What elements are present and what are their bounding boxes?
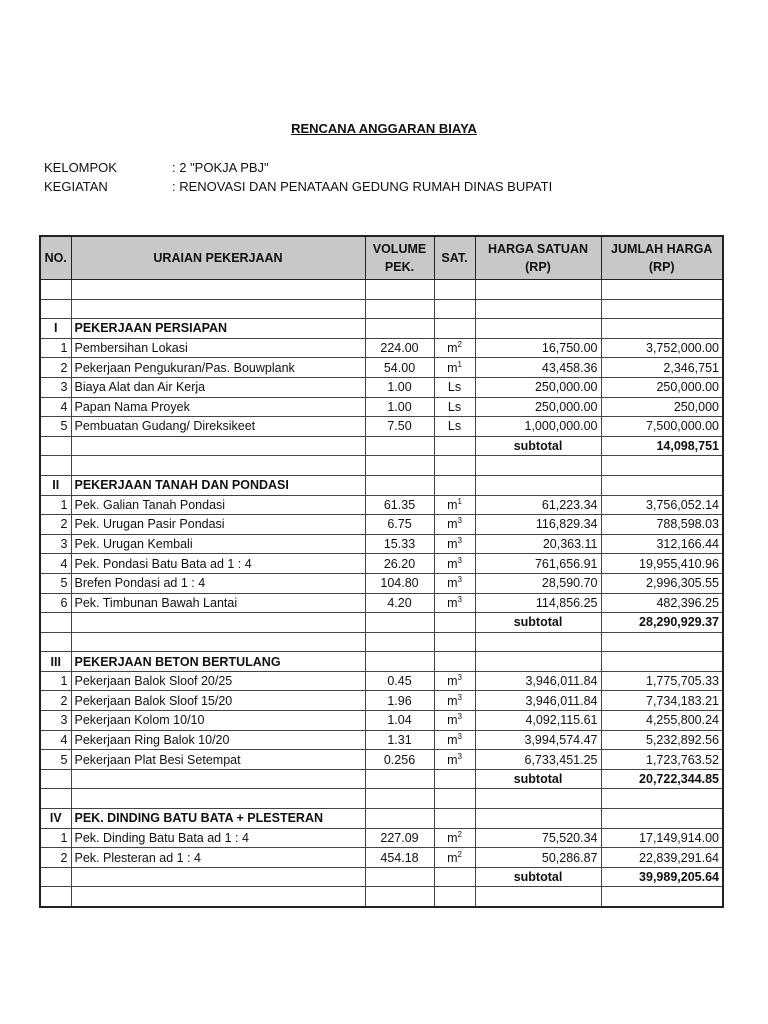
item-total: 4,255,800.24 <box>601 711 723 731</box>
item-total: 482,396.25 <box>601 593 723 613</box>
item-name: Pek. Pondasi Batu Bata ad 1 : 4 <box>71 554 365 574</box>
item-unit <box>434 573 475 593</box>
unit-exponent: 3 <box>457 751 462 761</box>
meta-label: KELOMPOK <box>44 160 117 175</box>
empty-cell <box>365 319 434 339</box>
empty-cell <box>71 456 365 476</box>
subtotal-row <box>40 867 723 887</box>
empty-cell <box>365 809 434 829</box>
empty-cell <box>71 632 365 652</box>
empty-cell <box>365 613 434 633</box>
empty-cell <box>434 652 475 672</box>
section-number: III <box>40 652 71 672</box>
table-row <box>40 515 723 535</box>
item-volume: 15.33 <box>365 534 434 554</box>
item-number: 6 <box>40 593 71 613</box>
item-number: 2 <box>40 358 71 378</box>
item-number: 3 <box>40 377 71 397</box>
table-row <box>40 730 723 750</box>
empty-cell <box>40 632 71 652</box>
empty-cell <box>40 769 71 789</box>
item-unit <box>434 534 475 554</box>
empty-cell <box>434 632 475 652</box>
item-unit <box>434 515 475 535</box>
item-total: 7,734,183.21 <box>601 691 723 711</box>
empty-cell <box>601 887 723 907</box>
empty-cell <box>365 789 434 809</box>
unit-base: m <box>447 674 458 689</box>
item-unit <box>434 671 475 691</box>
empty-cell <box>40 887 71 907</box>
item-total: 3,752,000.00 <box>601 338 723 358</box>
empty-cell <box>601 299 723 319</box>
table-row <box>40 358 723 378</box>
item-volume: 0.45 <box>365 671 434 691</box>
empty-cell <box>71 887 365 907</box>
empty-cell <box>365 769 434 789</box>
empty-cell <box>434 319 475 339</box>
item-number: 2 <box>40 848 71 868</box>
empty-cell <box>434 280 475 300</box>
item-number: 1 <box>40 828 71 848</box>
section-header-row <box>40 652 723 672</box>
empty-cell <box>434 809 475 829</box>
item-name: Pekerjaan Ring Balok 10/20 <box>71 730 365 750</box>
table-row <box>40 338 723 358</box>
item-unit <box>434 848 475 868</box>
empty-cell <box>475 789 601 809</box>
subtotal-row <box>40 436 723 456</box>
header-jumlah-line1: JUMLAH HARGA <box>611 242 713 256</box>
unit-base: m <box>447 360 458 375</box>
item-name: Pekerjaan Balok Sloof 20/25 <box>71 671 365 691</box>
item-unit-price: 250,000.00 <box>475 377 601 397</box>
item-volume: 26.20 <box>365 554 434 574</box>
subtotal-value: 28,290,929.37 <box>601 613 723 633</box>
item-total: 1,775,705.33 <box>601 671 723 691</box>
empty-cell <box>365 475 434 495</box>
table-row <box>40 417 723 437</box>
item-total: 7,500,000.00 <box>601 417 723 437</box>
unit-exponent: 1 <box>457 496 462 506</box>
item-volume: 224.00 <box>365 338 434 358</box>
item-volume: 1.96 <box>365 691 434 711</box>
empty-cell <box>434 299 475 319</box>
subtotal-value: 14,098,751 <box>601 436 723 456</box>
item-unit-price: 1,000,000.00 <box>475 417 601 437</box>
item-total: 788,598.03 <box>601 515 723 535</box>
empty-cell <box>475 456 601 476</box>
item-volume: 1.04 <box>365 711 434 731</box>
item-number: 4 <box>40 730 71 750</box>
table-row <box>40 377 723 397</box>
item-total: 5,232,892.56 <box>601 730 723 750</box>
unit-exponent: 3 <box>457 516 462 526</box>
blank-row <box>40 887 723 907</box>
unit-exponent: 2 <box>457 829 462 839</box>
section-title: PEKERJAAN TANAH DAN PONDASI <box>71 475 365 495</box>
empty-cell <box>475 299 601 319</box>
empty-cell <box>365 299 434 319</box>
table-row <box>40 573 723 593</box>
item-name: Pek. Urugan Kembali <box>71 534 365 554</box>
document-title: RENCANA ANGGARAN BIAYA <box>291 121 477 136</box>
empty-cell <box>601 456 723 476</box>
unit-exponent: 3 <box>457 712 462 722</box>
unit-exponent: 2 <box>457 339 462 349</box>
item-name: Biaya Alat dan Air Kerja <box>71 377 365 397</box>
table-row <box>40 711 723 731</box>
header-harga-line1: HARGA SATUAN <box>488 242 588 256</box>
empty-cell <box>365 456 434 476</box>
item-name: Pekerjaan Plat Besi Setempat <box>71 750 365 770</box>
empty-cell <box>40 867 71 887</box>
empty-cell <box>40 299 71 319</box>
unit-exponent: 3 <box>457 673 462 683</box>
item-unit <box>434 593 475 613</box>
item-unit <box>434 554 475 574</box>
unit-exponent: 1 <box>457 359 462 369</box>
meta-label: KEGIATAN <box>44 179 108 194</box>
item-number: 1 <box>40 338 71 358</box>
blank-row <box>40 632 723 652</box>
header-jumlah-line2: (RP) <box>648 260 675 274</box>
empty-cell <box>71 769 365 789</box>
item-unit <box>434 377 475 397</box>
item-volume: 104.80 <box>365 573 434 593</box>
empty-cell <box>434 456 475 476</box>
item-number: 3 <box>40 534 71 554</box>
header-no: NO. <box>40 236 71 280</box>
empty-cell <box>601 809 723 829</box>
blank-row <box>40 456 723 476</box>
header-uraian: URAIAN PEKERJAAN <box>71 236 365 280</box>
section-header-row <box>40 319 723 339</box>
empty-cell <box>475 809 601 829</box>
empty-cell <box>475 887 601 907</box>
item-unit <box>434 338 475 358</box>
header-volume <box>365 236 434 280</box>
subtotal-value: 20,722,344.85 <box>601 769 723 789</box>
item-unit <box>434 397 475 417</box>
blank-row <box>40 299 723 319</box>
subtotal-label: subtotal <box>475 867 601 887</box>
item-number: 2 <box>40 515 71 535</box>
item-total: 1,723,763.52 <box>601 750 723 770</box>
item-unit <box>434 417 475 437</box>
table-row <box>40 750 723 770</box>
item-number: 2 <box>40 691 71 711</box>
section-title: PEK. DINDING BATU BATA + PLESTERAN <box>71 809 365 829</box>
table-row <box>40 671 723 691</box>
table-body <box>40 280 723 908</box>
unit-base: m <box>447 576 458 591</box>
unit-base: m <box>447 850 458 865</box>
unit-exponent: 3 <box>457 692 462 702</box>
header-harga <box>475 236 601 280</box>
item-number: 5 <box>40 417 71 437</box>
empty-cell <box>40 280 71 300</box>
empty-cell <box>71 867 365 887</box>
empty-cell <box>434 789 475 809</box>
item-name: Pekerjaan Kolom 10/10 <box>71 711 365 731</box>
item-number: 3 <box>40 711 71 731</box>
item-volume: 1.00 <box>365 397 434 417</box>
item-unit-price: 3,946,011.84 <box>475 671 601 691</box>
unit-exponent: 2 <box>457 849 462 859</box>
item-number: 1 <box>40 671 71 691</box>
table-row <box>40 554 723 574</box>
table-row <box>40 593 723 613</box>
empty-cell <box>40 789 71 809</box>
empty-cell <box>40 613 71 633</box>
unit-base: m <box>447 556 458 571</box>
item-unit-price: 61,223.34 <box>475 495 601 515</box>
item-total: 2,996,305.55 <box>601 573 723 593</box>
empty-cell <box>601 632 723 652</box>
item-total: 312,166.44 <box>601 534 723 554</box>
item-volume: 6.75 <box>365 515 434 535</box>
subtotal-row <box>40 769 723 789</box>
section-header-row <box>40 475 723 495</box>
subtotal-value: 39,989,205.64 <box>601 867 723 887</box>
item-number: 4 <box>40 397 71 417</box>
unit-base: m <box>447 830 458 845</box>
item-total: 22,839,291.64 <box>601 848 723 868</box>
section-number: I <box>40 319 71 339</box>
item-volume: 454.18 <box>365 848 434 868</box>
unit-base: m <box>447 693 458 708</box>
unit-base: m <box>447 752 458 767</box>
empty-cell <box>601 652 723 672</box>
budget-table <box>39 235 724 908</box>
empty-cell <box>365 887 434 907</box>
blank-row <box>40 280 723 300</box>
item-unit-price: 116,829.34 <box>475 515 601 535</box>
item-total: 2,346,751 <box>601 358 723 378</box>
unit-exponent: 3 <box>457 594 462 604</box>
empty-cell <box>365 867 434 887</box>
unit-base: Ls <box>447 419 462 434</box>
section-number: II <box>40 475 71 495</box>
item-volume: 0.256 <box>365 750 434 770</box>
item-volume: 227.09 <box>365 828 434 848</box>
item-unit-price: 16,750.00 <box>475 338 601 358</box>
empty-cell <box>434 769 475 789</box>
empty-cell <box>40 456 71 476</box>
subtotal-label: subtotal <box>475 769 601 789</box>
item-name: Pekerjaan Balok Sloof 15/20 <box>71 691 365 711</box>
item-total: 250,000.00 <box>601 377 723 397</box>
empty-cell <box>434 613 475 633</box>
empty-cell <box>601 475 723 495</box>
item-name: Pek. Timbunan Bawah Lantai <box>71 593 365 613</box>
unit-exponent: 3 <box>457 575 462 585</box>
item-unit-price: 20,363.11 <box>475 534 601 554</box>
item-unit <box>434 828 475 848</box>
header-volume-line1: VOLUME <box>372 242 427 256</box>
section-title: PEKERJAAN BETON BERTULANG <box>71 652 365 672</box>
empty-cell <box>365 652 434 672</box>
table-row <box>40 534 723 554</box>
item-number: 5 <box>40 573 71 593</box>
item-volume: 7.50 <box>365 417 434 437</box>
blank-row <box>40 789 723 809</box>
table-row <box>40 691 723 711</box>
section-number: IV <box>40 809 71 829</box>
empty-cell <box>71 789 365 809</box>
empty-cell <box>475 652 601 672</box>
section-title: PEKERJAAN PERSIAPAN <box>71 319 365 339</box>
meta-value: : 2 "POKJA PBJ" <box>172 160 269 175</box>
unit-base: Ls <box>447 380 462 395</box>
empty-cell <box>434 867 475 887</box>
item-unit-price: 50,286.87 <box>475 848 601 868</box>
section-header-row <box>40 809 723 829</box>
empty-cell <box>601 319 723 339</box>
item-unit <box>434 730 475 750</box>
item-number: 4 <box>40 554 71 574</box>
header-volume-line2: PEK. <box>384 260 415 274</box>
item-unit-price: 250,000.00 <box>475 397 601 417</box>
item-name: Pek. Plesteran ad 1 : 4 <box>71 848 365 868</box>
item-volume: 4.20 <box>365 593 434 613</box>
item-unit-price: 43,458.36 <box>475 358 601 378</box>
item-total: 17,149,914.00 <box>601 828 723 848</box>
empty-cell <box>40 436 71 456</box>
table-header-row <box>40 236 723 280</box>
item-unit-price: 3,994,574.47 <box>475 730 601 750</box>
item-name: Pek. Urugan Pasir Pondasi <box>71 515 365 535</box>
empty-cell <box>365 436 434 456</box>
item-total: 250,000 <box>601 397 723 417</box>
item-total: 19,955,410.96 <box>601 554 723 574</box>
table-row <box>40 397 723 417</box>
empty-cell <box>71 436 365 456</box>
unit-base: m <box>447 713 458 728</box>
item-unit-price: 114,856.25 <box>475 593 601 613</box>
item-name: Pembersihan Lokasi <box>71 338 365 358</box>
item-unit-price: 28,590.70 <box>475 573 601 593</box>
item-unit <box>434 358 475 378</box>
table-row <box>40 495 723 515</box>
empty-cell <box>475 280 601 300</box>
item-name: Pembuatan Gudang/ Direksikeet <box>71 417 365 437</box>
unit-exponent: 3 <box>457 731 462 741</box>
empty-cell <box>475 632 601 652</box>
header-sat: SAT. <box>434 236 475 280</box>
empty-cell <box>71 280 365 300</box>
empty-cell <box>434 436 475 456</box>
header-jumlah <box>601 236 723 280</box>
item-unit-price: 75,520.34 <box>475 828 601 848</box>
subtotal-label: subtotal <box>475 613 601 633</box>
unit-base: m <box>447 595 458 610</box>
item-unit-price: 3,946,011.84 <box>475 691 601 711</box>
empty-cell <box>475 319 601 339</box>
item-unit-price: 4,092,115.61 <box>475 711 601 731</box>
item-unit <box>434 495 475 515</box>
item-unit <box>434 750 475 770</box>
unit-base: m <box>447 537 458 552</box>
item-number: 1 <box>40 495 71 515</box>
item-volume: 1.00 <box>365 377 434 397</box>
item-total: 3,756,052.14 <box>601 495 723 515</box>
empty-cell <box>601 789 723 809</box>
empty-cell <box>71 613 365 633</box>
item-unit-price: 761,656.91 <box>475 554 601 574</box>
empty-cell <box>434 887 475 907</box>
item-volume: 61.35 <box>365 495 434 515</box>
table-row <box>40 828 723 848</box>
item-volume: 1.31 <box>365 730 434 750</box>
item-unit-price: 6,733,451.25 <box>475 750 601 770</box>
unit-base: m <box>447 341 458 356</box>
unit-base: Ls <box>447 399 462 414</box>
table-row <box>40 848 723 868</box>
empty-cell <box>475 475 601 495</box>
unit-base: m <box>447 497 458 512</box>
item-name: Pekerjaan Pengukuran/Pas. Bouwplank <box>71 358 365 378</box>
empty-cell <box>71 299 365 319</box>
unit-base: m <box>447 732 458 747</box>
unit-base: m <box>447 517 458 532</box>
empty-cell <box>601 280 723 300</box>
unit-exponent: 3 <box>457 555 462 565</box>
item-unit <box>434 711 475 731</box>
empty-cell <box>365 632 434 652</box>
item-name: Pek. Galian Tanah Pondasi <box>71 495 365 515</box>
item-name: Brefen Pondasi ad 1 : 4 <box>71 573 365 593</box>
empty-cell <box>434 475 475 495</box>
item-unit <box>434 691 475 711</box>
subtotal-label: subtotal <box>475 436 601 456</box>
item-name: Pek. Dinding Batu Bata ad 1 : 4 <box>71 828 365 848</box>
item-volume: 54.00 <box>365 358 434 378</box>
subtotal-row <box>40 613 723 633</box>
meta-value: : RENOVASI DAN PENATAAN GEDUNG RUMAH DINAS BUPATI <box>172 179 553 194</box>
item-name: Papan Nama Proyek <box>71 397 365 417</box>
item-number: 5 <box>40 750 71 770</box>
empty-cell <box>365 280 434 300</box>
header-harga-line2: (RP) <box>525 260 551 274</box>
unit-exponent: 3 <box>457 535 462 545</box>
